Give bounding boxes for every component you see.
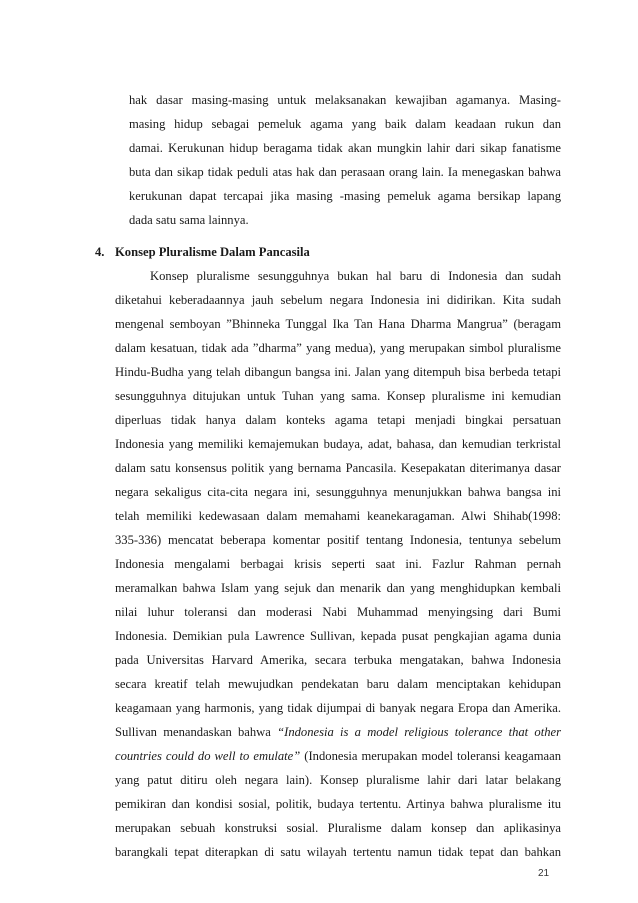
- paragraph-line: Hindu-Budha yang telah dibangun bangsa ini. Jalan yang ditempuh bisa berbeda tetapi: [115, 365, 561, 379]
- paragraph-line: nilai luhur toleransi dan moderasi Nabi Muhammad menyingsing dari Bumi: [115, 605, 561, 619]
- italic-quote: countries could do well to emulate”: [115, 749, 301, 763]
- section-title: Konsep Pluralisme Dalam Pancasila: [115, 245, 310, 259]
- page-number: 21: [538, 868, 550, 879]
- paragraph-line: barangkali tepat diterapkan di satu wilayah tertentu namun tidak tepat dan bahkan: [115, 845, 561, 859]
- paragraph-line: Konsep pluralisme sesungguhnya bukan hal baru di Indonesia dan sudah: [150, 269, 561, 283]
- paragraph-line: secara kreatif telah mewujudkan pendekatan baru dalam menciptakan kehidupan: [115, 677, 561, 691]
- italic-quote: “Indonesia is a model religious tolerance that other: [277, 725, 562, 739]
- paragraph-line: buta dan sikap tidak peduli atas hak dan perasaan orang lain. Ia menegaskan bahwa: [129, 165, 561, 179]
- paragraph-line: mengenal semboyan ”Bhinneka Tunggal Ika Tan Hana Dharma Mangrua” (beragam: [115, 317, 561, 331]
- paragraph-line: yang patut ditiru oleh negara lain). Konsep pluralisme lahir dari latar belakang: [115, 773, 561, 787]
- paragraph-line: hak dasar masing-masing untuk melaksanakan kewajiban agamanya. Masing-: [129, 93, 561, 107]
- paragraph-line: negara sekaligus cita-cita negara ini, sesungguhnya menunjukkan bahwa bangsa ini: [115, 485, 561, 499]
- paragraph-line: 335-336) mencatat beberapa komentar positif tentang Indonesia, tentunya sebelum: [115, 533, 561, 547]
- paragraph-line: Indonesia. Demikian pula Lawrence Sullivan, kepada pusat pengkajian agama dunia: [115, 629, 561, 643]
- section-number: 4.: [95, 245, 105, 259]
- paragraph-line: diperluas tidak hanya dalam konteks agama tetapi menjadi bingkai persatuan: [115, 413, 561, 427]
- paragraph-line: dalam kesatuan, tidak ada ”dharma” yang medua), yang merupakan simbol pluralisme: [115, 341, 561, 355]
- paragraph-line: damai. Kerukunan hidup beragama tidak akan mungkin lahir dari sikap fanatisme: [129, 141, 561, 155]
- text-run: Sullivan menandaskan bahwa: [115, 725, 278, 739]
- paragraph-line: [115, 748, 561, 764]
- paragraph-line: pada Universitas Harvard Amerika, secara terbuka mengatakan, bahwa Indonesia: [115, 653, 561, 667]
- paragraph-line: meramalkan bahwa Islam yang sejuk dan menarik dan yang menghidupkan kembali: [115, 581, 561, 595]
- paragraph-line: merupakan sebuah konstruksi sosial. Pluralisme dalam konsep dan aplikasinya: [115, 821, 561, 835]
- paragraph-line: kerukunan dapat tercapai jika masing -masing pemeluk agama bersikap lapang: [129, 189, 561, 203]
- paragraph-line: telah memiliki kedewasaan dalam memahami keanekaragaman. Alwi Shihab(1998:: [115, 509, 561, 523]
- section-heading: [95, 244, 310, 260]
- paragraph-line: masing hidup sebagai pemeluk agama yang baik dalam keadaan rukun dan: [129, 117, 561, 131]
- paragraph-line: diketahui keberadaannya jauh sebelum negara Indonesia ini didirikan. Kita sudah: [115, 293, 561, 307]
- paragraph-line: Indonesia yang memiliki kemajemukan budaya, adat, bahasa, dan kemudian terkristal: [115, 437, 561, 451]
- paragraph-line: dada satu sama lainnya.: [129, 213, 249, 227]
- paragraph-line: dalam satu konsensus politik yang bernama Pancasila. Kesepakatan diterimanya dasar: [115, 461, 561, 475]
- paragraph-line: Indonesia mengalami berbagai krisis seperti saat ini. Fazlur Rahman pernah: [115, 557, 561, 571]
- paragraph-line: keagamaan yang harmonis, yang tidak dijumpai di banyak negara Eropa dan Amerika.: [115, 701, 561, 715]
- paragraph-line: [115, 724, 561, 740]
- paragraph-line: pemikiran dan kondisi sosial, politik, budaya tertentu. Artinya bahwa pluralisme itu: [115, 797, 561, 811]
- paragraph-line: sesungguhnya ditujukan untuk Tuhan yang sama. Konsep pluralisme ini kemudian: [115, 389, 561, 403]
- text-run: (Indonesia merupakan model toleransi keagamaan: [300, 749, 562, 763]
